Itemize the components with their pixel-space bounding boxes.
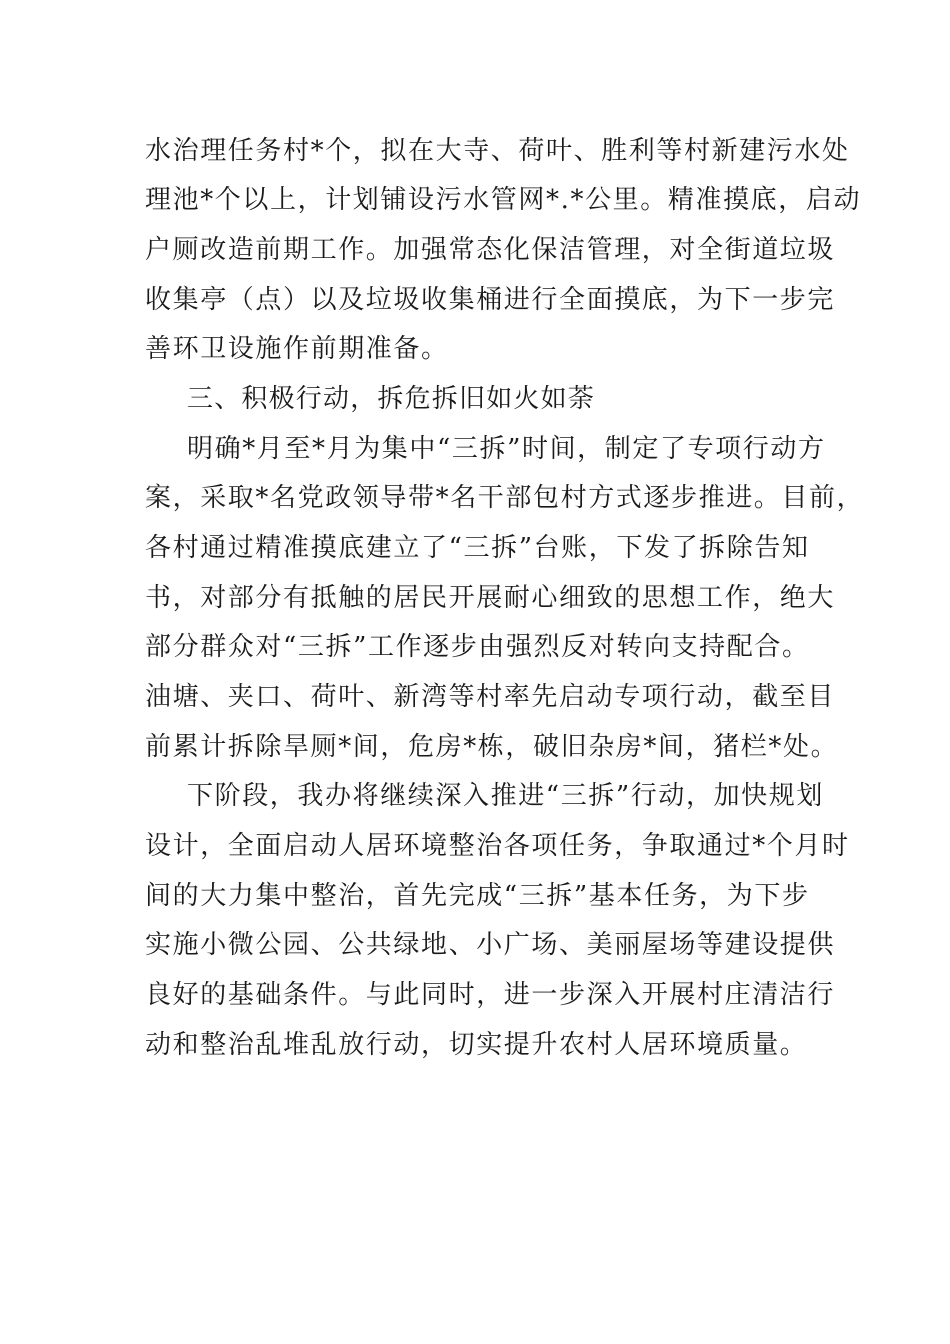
paragraph-line: 案，采取*名党政领导带*名干部包村方式逐步推进。目前， (145, 483, 865, 513)
paragraph-line: 理池*个以上，计划铺设污水管网*.*公里。精准摸底，启动 (145, 185, 862, 215)
paragraph-line: 部分群众对“三拆”工作逐步由强烈反对转向支持配合。 (145, 632, 810, 662)
paragraph-line: 间的大力集中整治，首先完成“三拆”基本任务，为下步 (145, 881, 810, 911)
paragraph-line: 书，对部分有抵触的居民开展耐心细致的思想工作，绝大 (145, 583, 836, 613)
paragraph-line: 明确*月至*月为集中“三拆”时间，制定了专项行动方 (187, 434, 826, 464)
paragraph-line: 下阶段，我办将继续深入推进“三拆”行动，加快规划 (187, 781, 824, 811)
paragraph-line: 油塘、夹口、荷叶、新湾等村率先启动专项行动，截至目 (145, 682, 836, 712)
paragraph-line: 实施小微公园、公共绿地、小广场、美丽屋场等建设提供 (145, 930, 836, 960)
section-heading: 三、积极行动，拆危拆旧如火如荼 (187, 384, 596, 414)
paragraph-line: 前累计拆除旱厕*间，危房*栋，破旧杂房*间，猪栏*处。 (145, 732, 839, 762)
paragraph-line: 善环卫设施作前期准备。 (145, 334, 449, 364)
paragraph-line: 动和整治乱堆乱放行动，切实提升农村人居环境质量。 (145, 1030, 808, 1060)
paragraph-line: 各村通过精准摸底建立了“三拆”台账，下发了拆除告知 (145, 533, 810, 563)
paragraph-line: 水治理任务村*个，拟在大寺、荷叶、胜利等村新建污水处 (145, 136, 850, 166)
paragraph-line: 良好的基础条件。与此同时，进一步深入开展村庄清洁行 (145, 980, 836, 1010)
paragraph-line: 户厕改造前期工作。加强常态化保洁管理，对全街道垃圾 (145, 235, 836, 265)
paragraph-line: 设计，全面启动人居环境整治各项任务，争取通过*个月时 (145, 831, 850, 861)
paragraph-line: 收集亭（点）以及垃圾收集桶进行全面摸底，为下一步完 (145, 285, 836, 315)
